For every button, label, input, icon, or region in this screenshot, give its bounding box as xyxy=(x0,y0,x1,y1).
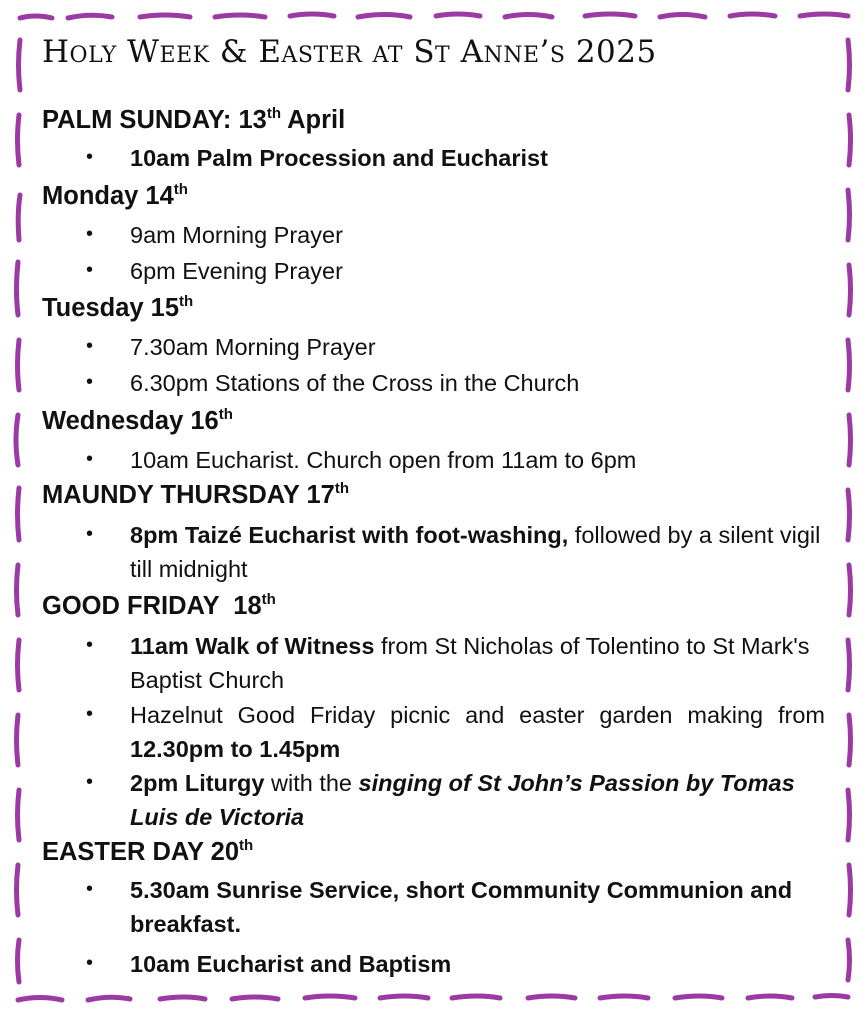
bullet-icon: • xyxy=(86,371,94,393)
bullet-icon: • xyxy=(86,523,94,545)
page-title: Holy Week & Easter at St Anne’s 2025 xyxy=(42,34,657,70)
list-item: 10am Eucharist. Church open from 11am to 6pm xyxy=(130,447,637,473)
day-heading-wednesday: Wednesday 16th xyxy=(42,406,233,435)
list-item: 8pm Taizé Eucharist with foot-washing, followed by a silent vigil till midnight xyxy=(130,522,821,582)
list-item: 10am Palm Procession and Eucharist xyxy=(130,145,548,171)
bullet-icon: • xyxy=(86,146,94,168)
bullet-icon: • xyxy=(86,448,94,470)
list-item: 2pm Liturgy with the singing of St John’s Passion by Tomas Luis de Victoria xyxy=(130,770,795,830)
bullet-icon: • xyxy=(86,223,94,245)
list-item: 6.30pm Stations of the Cross in the Church xyxy=(130,370,580,396)
list-item: 9am Morning Prayer xyxy=(130,222,343,248)
bullet-icon: • xyxy=(86,878,94,900)
day-heading-good-friday: GOOD FRIDAY 18th xyxy=(42,591,276,620)
bullet-icon: • xyxy=(86,771,94,793)
list-item: 6pm Evening Prayer xyxy=(130,258,343,284)
day-heading-monday: Monday 14th xyxy=(42,181,188,210)
list-item: 5.30am Sunrise Service, short Community Communion and breakfast. xyxy=(130,877,793,937)
list-item: Hazelnut Good Friday picnic and easter garden making from 12.30pm to 1.45pm xyxy=(130,702,825,762)
day-heading-maundy-thursday: MAUNDY THURSDAY 17th xyxy=(42,480,350,509)
bullet-icon: • xyxy=(86,335,94,357)
bullet-icon: • xyxy=(86,952,94,974)
list-item: 10am Eucharist and Baptism xyxy=(130,951,452,977)
day-heading-palm-sunday: PALM SUNDAY: 13th April xyxy=(42,105,346,134)
list-item: 11am Walk of Witness from St Nicholas of Tolentino to St Mark's Baptist Church xyxy=(130,633,810,693)
day-heading-tuesday: Tuesday 15th xyxy=(42,293,194,322)
bullet-icon: • xyxy=(86,634,94,656)
list-item: 7.30am Morning Prayer xyxy=(130,334,376,360)
day-heading-easter-day: EASTER DAY 20th xyxy=(42,837,254,866)
bullet-icon: • xyxy=(86,259,94,281)
bullet-icon: • xyxy=(86,703,94,725)
